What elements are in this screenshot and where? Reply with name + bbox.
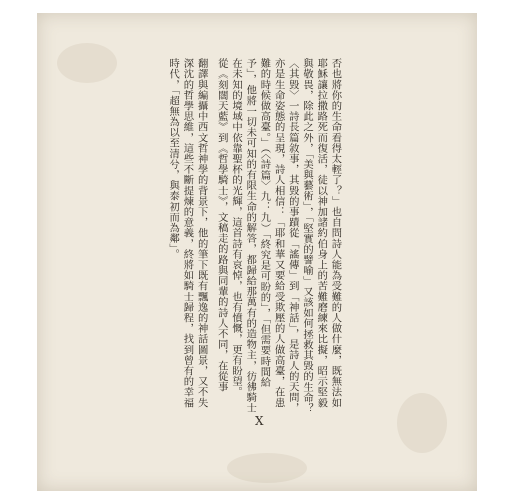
paper-stain: [397, 393, 447, 453]
paper-stain: [57, 43, 117, 83]
paper-stain: [227, 453, 307, 483]
text-column: 時代，「超無為以至清兮，與泰初而為鄰」。: [167, 58, 180, 260]
vertical-text-block: [166, 58, 342, 414]
text-column: 翻譯與編攝中西文哲神學的背景下，他的筆下既有飄逸的神話圖景，又不失: [195, 58, 208, 408]
text-column: 否也將你的生命看得太輕了？」也自問詩人能為受難的人做什麼，既無法如: [329, 58, 342, 408]
text-column: 亦是生命姿態的呈現，詩人相信：「耶和華又要給受欺壓的人做高臺，在患: [272, 58, 285, 408]
text-column: 難的時候做高臺。」（〈詩篇〉九：九）「終究是可盼的」，「但需要時間給: [258, 58, 271, 388]
text-column: 〈其毀〉一詩長篇敘事，其毀的事蹟從「謠傳」到「神話」，是詩人的天問，: [286, 58, 299, 414]
text-column: 與敬畏，除此之外，「美與藝術」，「堅實的譬喻」又該如何拯救其毀的生命？: [301, 58, 314, 414]
text-column: 從《刻闊天藍》到《哲學騎士》，文稿走的路與同輩的詩人不同，在從事: [215, 58, 228, 393]
text-column: 耶穌讓拉撒路死而復活，徒以神加諸約伯身上的苦難磨練來比擬，昭示堅毅: [315, 58, 328, 408]
text-column: 予」，他將一切未可知的有限生命的解答，都歸給那萬有的造物主，彷彿騎士: [244, 58, 257, 414]
text-column: 深沈的哲學思維，這些不斷提煉的意義，終將如騎士歸程，找到曾有的幸福: [181, 58, 194, 408]
text-column: 在未知的境域中依靠聖杯的光輝，這首詩有哀悼，也有憤慨，更有盼望。: [230, 58, 243, 398]
page-number: X: [255, 414, 265, 428]
